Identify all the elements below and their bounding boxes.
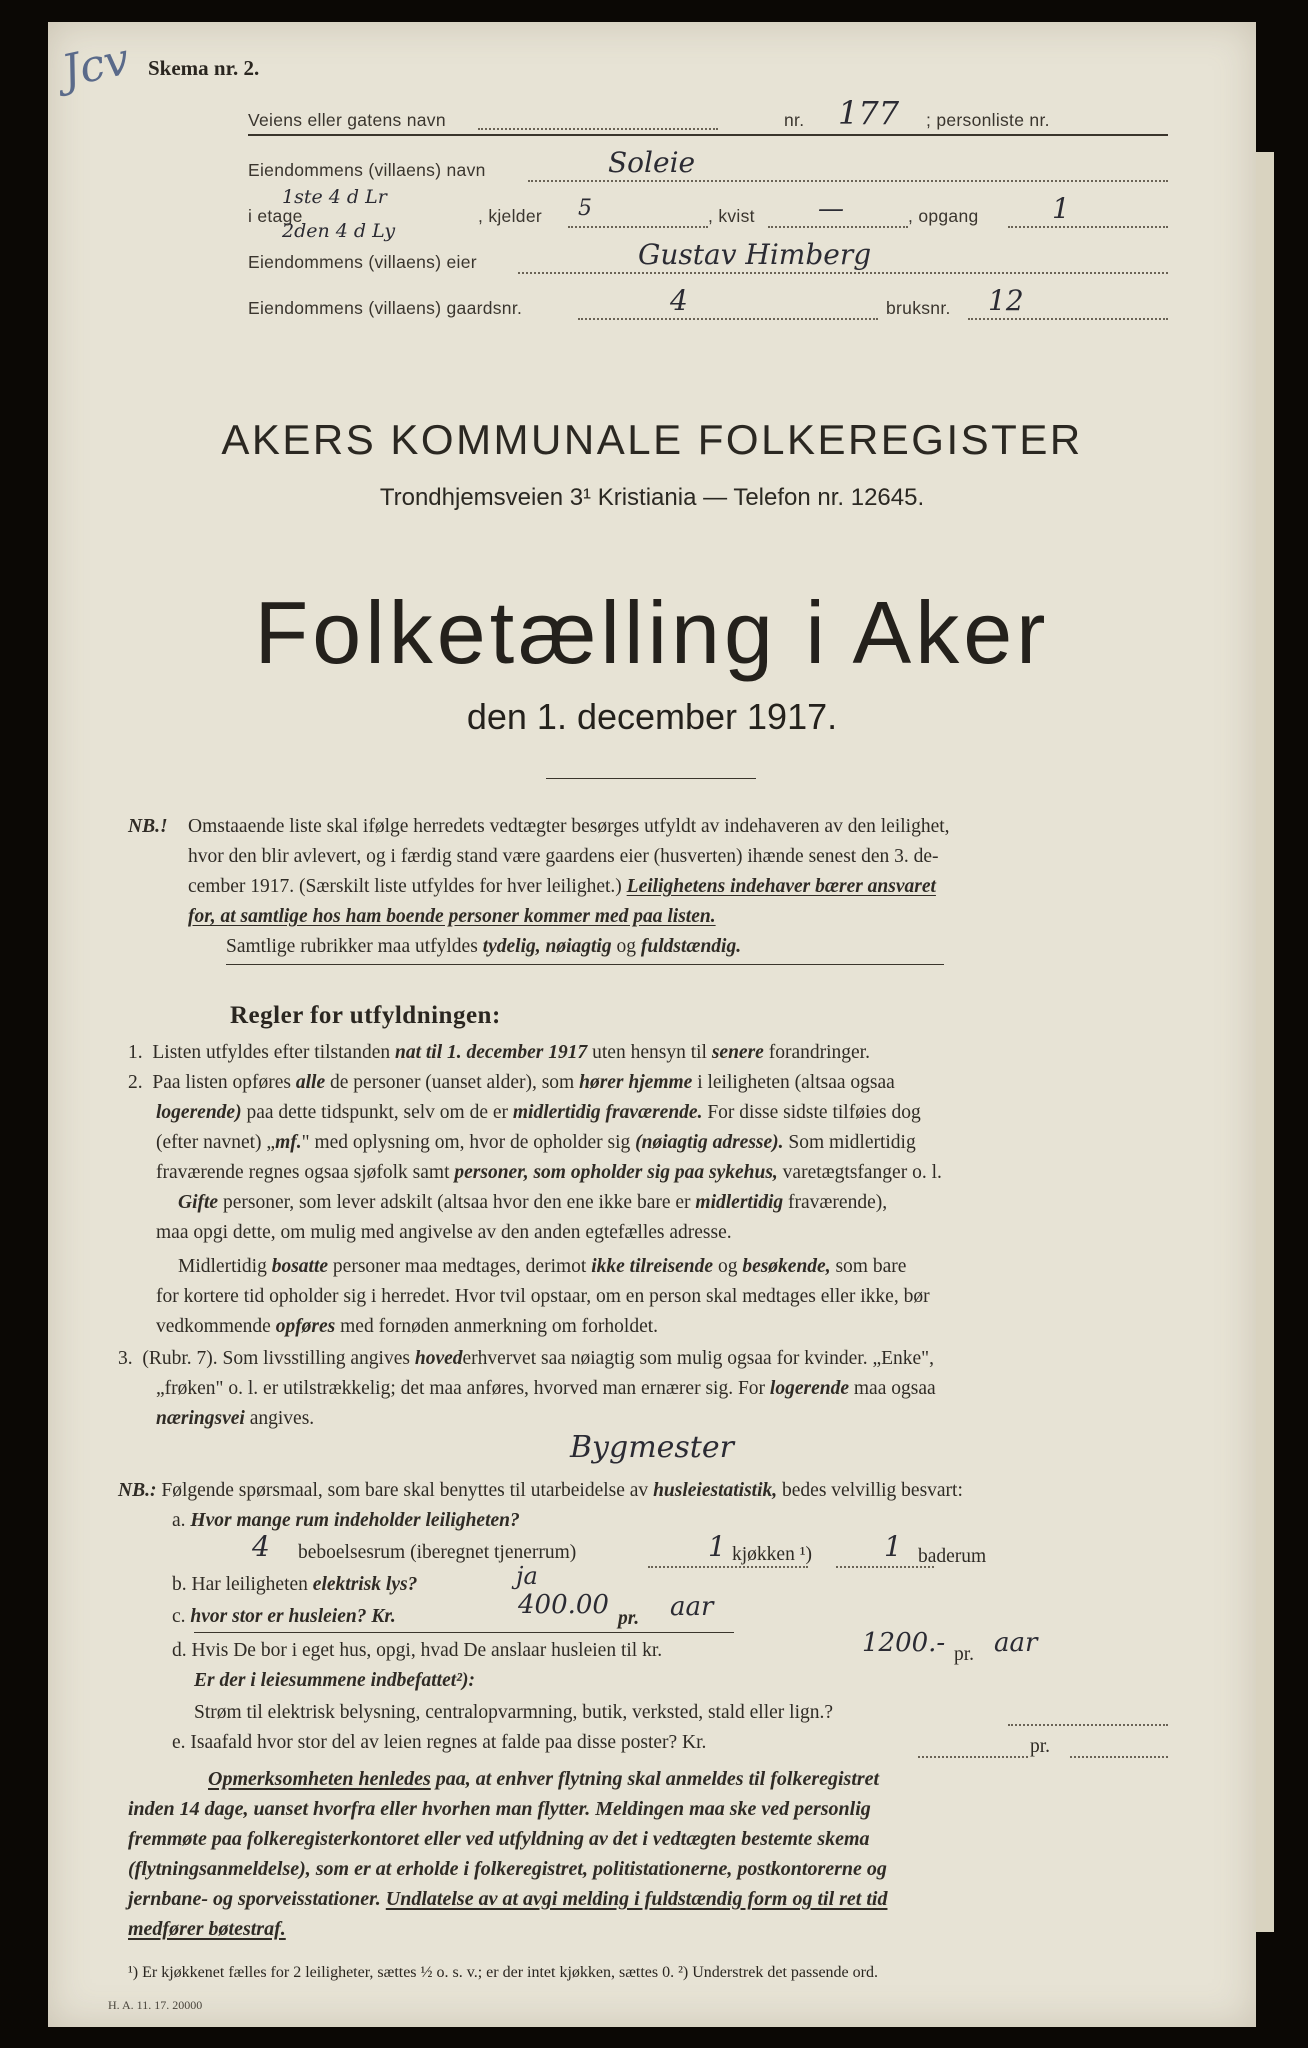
rent-period: aar: [670, 1592, 714, 1622]
nb2-e-pr: pr.: [1030, 1736, 1051, 1757]
nb2-c-question: hvor stor er husleien?: [190, 1606, 367, 1627]
rule3-l1a: (Rubr. 7). Som livsstilling angives: [142, 1348, 410, 1369]
rule3-num: 3.: [118, 1348, 133, 1369]
nb1-line5c: og: [616, 936, 636, 957]
nb2-e-kr: Kr.: [682, 1732, 707, 1753]
gaardsnr-value: 4: [670, 284, 688, 317]
nb2-d: [172, 1640, 662, 1662]
nb1-underline: [226, 964, 944, 965]
nb1-line5: [226, 936, 741, 958]
nb2-b-question-a: Har leiligheten: [191, 1574, 308, 1595]
nr-value: 177: [838, 94, 900, 132]
rule2-line7: [178, 1256, 906, 1278]
rule2-l2b: paa dette tidspunkt, selv om de er: [246, 1102, 508, 1123]
rule3-l2a: „frøken" o. l. er utilstrækkelig; det maa anføres, hvorved man ernærer sig. For: [156, 1378, 766, 1399]
rule2-l2d: For disse sidste tilføies dog: [707, 1102, 921, 1123]
rule2-line2: [156, 1102, 921, 1124]
rule1-t1: Listen utfyldes efter tilstanden: [152, 1042, 391, 1063]
rule2-line3: [156, 1132, 916, 1154]
rule2-l3a: (efter navnet) „: [156, 1132, 276, 1153]
rule2-l7a: Midlertidig: [178, 1256, 267, 1277]
rule2-l9a: vedkommende: [156, 1316, 271, 1337]
nb1-line3a: cember 1917. (Særskilt liste utfyldes for hver leilighet.): [188, 876, 622, 897]
owner-label: Eiendommens (villaens) eier: [248, 252, 477, 272]
nb1-line3: [188, 876, 936, 898]
rule2-l3b: mf.: [275, 1132, 302, 1153]
occupation-handwritten: Bygmester: [570, 1430, 734, 1465]
nb1-line4: for, at samtlige hos ham boende personer kommer med paa listen.: [188, 906, 716, 927]
rule3-l3b: angives.: [249, 1408, 315, 1429]
rule2-l5d: fraværende),: [788, 1192, 888, 1213]
nb1-line5a: Samtlige rubrikker maa utfyldes: [226, 936, 478, 957]
cellar-value: 5: [578, 196, 592, 221]
nb2-intro-b: husleiestatistik,: [653, 1480, 778, 1501]
notice-l1b: paa, at enhver flytning skal anmeldes til folkeregistret: [435, 1768, 880, 1790]
rule1-t5: forandringer.: [768, 1042, 870, 1063]
nb1-line1: Omstaaende liste skal ifølge herredets vedtægter besørges utfyldt av indehaveren av den leilighet,: [188, 816, 950, 837]
rule2-l4c: varetægtsfanger o. l.: [782, 1162, 942, 1183]
nb2-intro-c: bedes velvillig besvart:: [782, 1480, 963, 1501]
rule2-l2c: midlertidig fraværende.: [512, 1102, 703, 1123]
owner-dots: [518, 272, 1168, 274]
rule2-l3c: " med oplysning om, hvor de opholder sig: [301, 1132, 631, 1153]
rule3-l1c: erhvervet saa nøiagtig som mulig ogsaa for kvinder. „Enke",: [462, 1348, 934, 1369]
floor-label: i etage: [248, 206, 303, 226]
notice-line3: fremmøte paa folkeregisterkontoret eller ved utfyldning av det i vedtægten bestemte skema: [128, 1828, 870, 1850]
rule1-t3: uten hensyn til: [592, 1042, 707, 1063]
rule2-line9: [156, 1316, 658, 1338]
rule2-line4: [156, 1162, 942, 1184]
rule2-l7e: og: [717, 1256, 738, 1277]
rule2-l7d: ikke tilreisende: [591, 1256, 714, 1277]
own-house-value: 1200.-: [862, 1628, 946, 1658]
nb2-intro: [118, 1480, 963, 1502]
gaardsnr-label: Eiendommens (villaens) gaardsnr.: [248, 298, 523, 318]
rule2-l2a: logerende): [156, 1102, 242, 1123]
notice-line2: inden 14 dage, uanset hvorfra eller hvorhen man flytter. Meldingen maa ske ved personlig: [128, 1798, 871, 1820]
street-label: Veiens eller gatens navn: [248, 110, 446, 130]
nb2-d-question: Hvis De bor i eget hus, opgi, hvad De anslaar husleien til kr.: [191, 1640, 663, 1661]
footnote: ¹) Er kjøkkenet fælles for 2 leiligheter, sættes ½ o. s. v.; er der intet kjøkken, sættes 0. ²) Understrek det passende ord.: [128, 1964, 878, 1981]
nb2-b-label: b.: [172, 1574, 187, 1595]
bruksnr-label: bruksnr.: [886, 298, 951, 318]
rule3-l2c: maa ogsaa: [853, 1378, 936, 1399]
census-form-page: [48, 22, 1256, 2027]
rules-heading: Regler for utfyldningen:: [230, 1002, 501, 1029]
rule2-l9c: med fornøden anmerkning om forholdet.: [340, 1316, 659, 1337]
rule3-l2b: logerende: [769, 1378, 849, 1399]
rule2-l7c: personer maa medtages, derimot: [332, 1256, 587, 1277]
property-name-label: Eiendommens (villaens) navn: [248, 160, 486, 180]
rooms-value: 4: [252, 1530, 270, 1563]
page-edge: [1256, 152, 1274, 1932]
rule2-line6: maa opgi dette, om mulig med angivelse av den anden egtefælles adresse.: [156, 1222, 732, 1243]
notice-l1a: Opmerksomheten henledes: [208, 1768, 431, 1790]
attic-value: —: [818, 194, 844, 224]
rule1: [128, 1042, 870, 1064]
e-period-dots: [1070, 1756, 1168, 1758]
rule2-l7f: besøkende,: [742, 1256, 831, 1277]
schema-number: Skema nr. 2.: [148, 56, 260, 80]
rule2-l7g: som bare: [835, 1256, 907, 1277]
bruksnr-dots: [968, 318, 1168, 320]
rent-pr: pr.: [618, 1608, 640, 1629]
notice-l5b: Undlatelse av at avgi melding i fuldstændig form og til ret tid: [385, 1888, 888, 1910]
print-code: H. A. 11. 17. 20000: [108, 1998, 203, 2012]
rule2-l1a: Paa listen opføres: [152, 1072, 292, 1093]
rule2-l1b: alle: [295, 1072, 326, 1093]
nb2-a-question: Hvor mange rum indeholder leiligheten?: [190, 1510, 520, 1531]
nb2-e-question: Isaafald hvor stor del av leien regnes at falde paa disse poster?: [190, 1732, 678, 1753]
bath-label: baderum: [918, 1546, 987, 1567]
rule2-num: 2.: [128, 1072, 143, 1093]
nb2-b-question-b: elektrisk lys?: [312, 1574, 418, 1595]
rule2-line5: [178, 1192, 887, 1214]
form-date: den 1. december 1917.: [466, 696, 838, 737]
rooms-label: beboelsesrum (iberegnet tjenerrum): [298, 1542, 577, 1563]
floor-value-1: 1ste 4 d Lr: [282, 186, 387, 208]
entrance-value: 1: [1052, 192, 1070, 225]
personliste-label: ; personliste nr.: [926, 110, 1050, 130]
rule1-num: 1.: [128, 1042, 143, 1063]
entrance-label: , opgang: [908, 206, 979, 226]
bruksnr-value: 12: [988, 284, 1024, 317]
nb2-e-label: e.: [172, 1732, 186, 1753]
nb1-line5b: tydelig, nøiagtig: [482, 936, 612, 957]
gaardsnr-dots: [578, 318, 878, 320]
notice-l5a: jernbane- og sporveisstationer.: [128, 1888, 381, 1910]
attic-dots: [768, 226, 908, 228]
nb1-label: NB.!: [128, 816, 168, 837]
nb2-a: [172, 1510, 520, 1532]
rule3-line1: [118, 1348, 934, 1370]
title-divider: [546, 778, 756, 779]
own-house-pr: pr.: [954, 1644, 975, 1665]
rule3-line2: [156, 1378, 936, 1400]
office-address: Trondhjemsveien 3¹ Kristiania — Telefon nr. 12645.: [379, 484, 925, 511]
nb2-d-items: Strøm til elektrisk belysning, centralopvarmning, butik, verksted, stald eller lign.?: [194, 1702, 834, 1723]
nb2-intro-a: Følgende spørsmaal, som bare skal benyttes til utarbeidelse av: [161, 1480, 649, 1501]
property-name-value: Soleie: [608, 146, 696, 179]
rule2-l3d: (nøiagtig adresse).: [635, 1132, 784, 1153]
office-heading: AKERS KOMMUNALE FOLKEREGISTER: [221, 416, 1083, 463]
nb2-c: [172, 1606, 396, 1628]
nb2-c-label: c.: [172, 1606, 186, 1627]
electric-value: ja: [516, 1562, 538, 1590]
floor-value-2: 2den 4 d Ly: [282, 220, 396, 242]
rule3-l1b: hoved: [414, 1348, 463, 1369]
d-items-dots: [1008, 1724, 1168, 1726]
kitchen-label: kjøkken ¹): [732, 1544, 813, 1565]
street-dots: [478, 128, 718, 130]
nb2-e: [172, 1732, 706, 1754]
notice-line5: [128, 1888, 887, 1911]
cellar-dots: [568, 226, 708, 228]
nb2-b: [172, 1574, 417, 1596]
rule1-t2: nat til 1. december 1917: [394, 1042, 588, 1063]
rule2-l5b: personer, som lever adskilt (altsaa hvor den ene ikke bare er: [222, 1192, 691, 1213]
notice-line1: [128, 1768, 879, 1791]
nb1-line2: hvor den blir avlevert, og i færdig stand være gaardens eier (husverten) ihænde senest den 3. de-: [188, 846, 939, 867]
nb1-line5d: fuldstændig.: [640, 936, 742, 957]
nb2-d-label: d.: [172, 1640, 187, 1661]
nb2-d-sub: Er der i leiesummene indbefattet²):: [194, 1670, 475, 1691]
street-line: [248, 134, 1168, 136]
rule2-l9b: opføres: [275, 1316, 336, 1337]
notice-line4: (flytningsanmeldelse), som er at erholde i folkeregistret, politistationerne, postkontorerne og: [128, 1858, 887, 1880]
attic-label: , kvist: [708, 206, 755, 226]
rule2-l7b: bosatte: [271, 1256, 329, 1277]
nb2-c-kr: Kr.: [371, 1606, 396, 1627]
rent-underline: [194, 1632, 734, 1633]
rule2-l4a: fraværende regnes ogsaa sjøfolk samt: [156, 1162, 450, 1183]
rule2-l5a: Gifte: [178, 1192, 219, 1213]
rule3-l3a: næringsvei: [156, 1408, 245, 1429]
e-amount-dots: [918, 1756, 1028, 1758]
rule2-l3e: Som midlertidig: [788, 1132, 916, 1153]
owner-value: Gustav Himberg: [638, 238, 872, 271]
nb2-label: NB.:: [118, 1480, 157, 1501]
rule2-l1d: hører hjemme: [579, 1072, 693, 1093]
cellar-label: , kjelder: [478, 206, 542, 226]
notice-line6: medfører bøtestraf.: [128, 1918, 286, 1940]
rule2-l1c: de personer (uanset alder), som: [330, 1072, 575, 1093]
nr-label: nr.: [784, 110, 805, 130]
rule3-line3: [156, 1408, 314, 1430]
bath-value: 1: [884, 1530, 902, 1563]
nb2-a-label: a.: [172, 1510, 186, 1531]
rent-value: 400.00: [518, 1590, 609, 1620]
entrance-dots: [1008, 226, 1168, 228]
form-title: Folketælling i Aker: [254, 583, 1050, 682]
nb1-line3b: Leilighetens indehaver bærer ansvaret: [626, 876, 936, 897]
kitchen-dots: [648, 1566, 808, 1568]
rule2-l5c: midlertidig: [695, 1192, 784, 1213]
own-house-period: aar: [994, 1628, 1038, 1658]
rule1-t4: senere: [711, 1042, 764, 1063]
rule2-l1e: i leiligheten (altsaa ogsaa: [697, 1072, 895, 1093]
rule2-line8: for kortere tid opholder sig i herredet. Hvor tvil opstaar, om en person skal medtages eller ikke, bør: [156, 1286, 930, 1307]
rule2-l4b: personer, som opholder sig paa sykehus,: [454, 1162, 778, 1183]
margin-handwritten-mark: Jcv: [57, 33, 134, 98]
property-name-dots: [528, 180, 1168, 182]
kitchen-value: 1: [708, 1530, 726, 1563]
rule2-line1: [128, 1072, 895, 1094]
